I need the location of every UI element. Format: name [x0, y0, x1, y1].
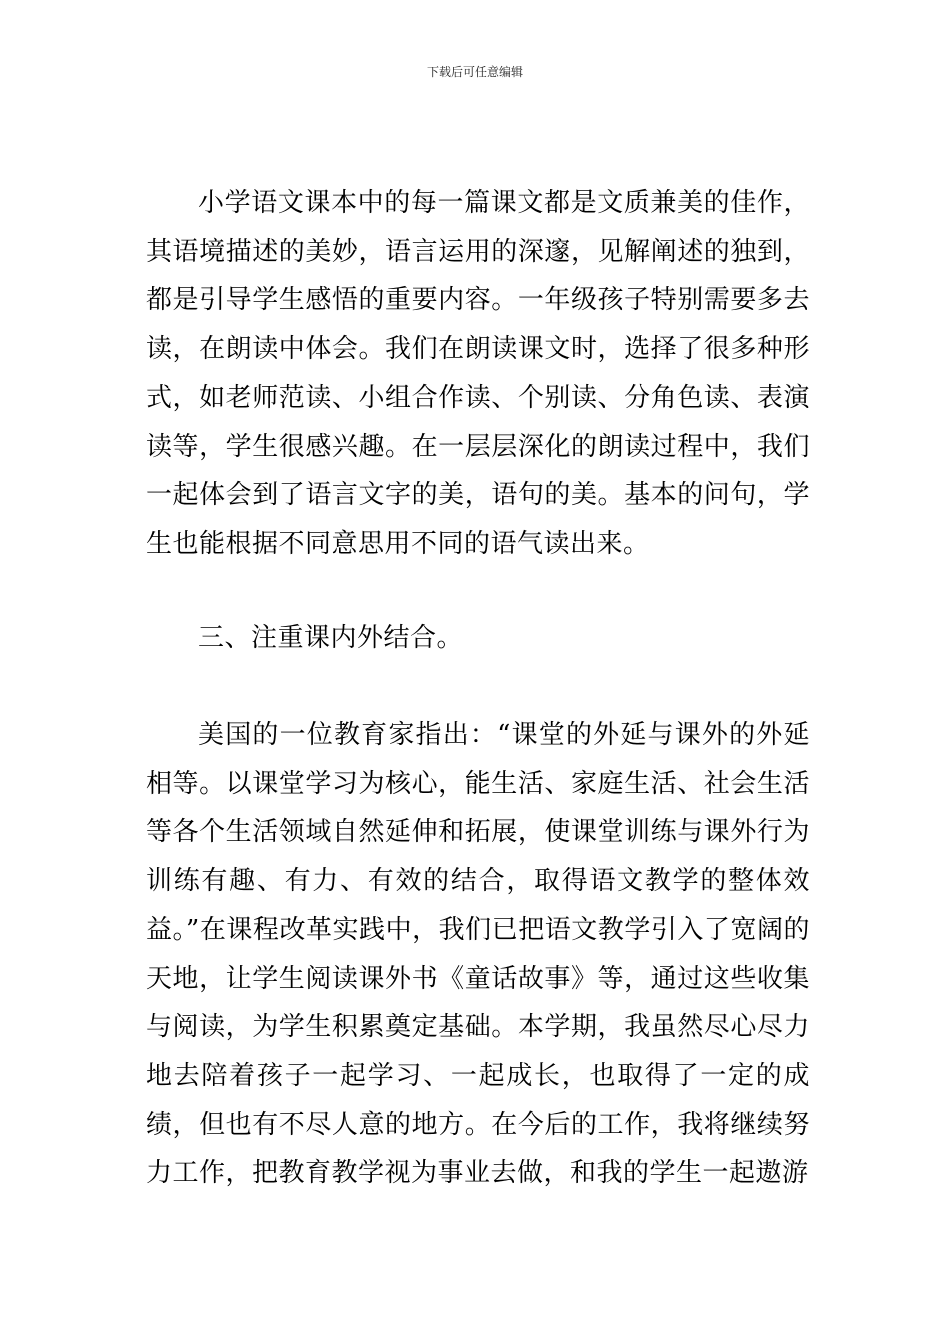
paragraph-reading-methods: 小学语文课本中的每一篇课文都是文质兼美的佳作，其语境描述的美妙，语言运用的深邃，见解阐述的独到，都是引导学生感悟的重要内容。一年级孩子特别需要多去读，在朗读中体会。我们在朗读课文时，选择了很多种形式，如老师范读、小组合作读、个别读、分角色读、表演读等，学生很感兴趣。在一层层深化的朗读过程中，我们一起体会到了语言文字的美，语句的美。基本的问句，学生也能根据不同意思用不同的语气读出来。	[146, 188, 810, 559]
page-header: 下载后可任意编辑	[426, 65, 523, 79]
section-heading-3: 三、注重课内外结合。	[198, 623, 464, 653]
paragraph-inside-outside-class: 美国的一位教育家指出：“课堂的外延与课外的外延相等。以课堂学习为核心，能生活、家庭生活、社会生活等各个生活领域自然延伸和拓展，使课堂训练与课外行为训练有趣、有力、有效的结合，取得语文教学的整体效益。”在课程改革实践中，我们已把语文教学引入了宽阔的天地，让学生阅读课外书《童话故事》等，通过这些收集与阅读，为学生积累奠定基础。本学期，我虽然尽心尽力地去陪着孩子一起学习、一起成长，也取得了一定的成绩，但也有不尽人意的地方。在今后的工作，我将继续努力工作，把教育教学视为事业去做，和我的学生一起遨游	[146, 720, 810, 1189]
